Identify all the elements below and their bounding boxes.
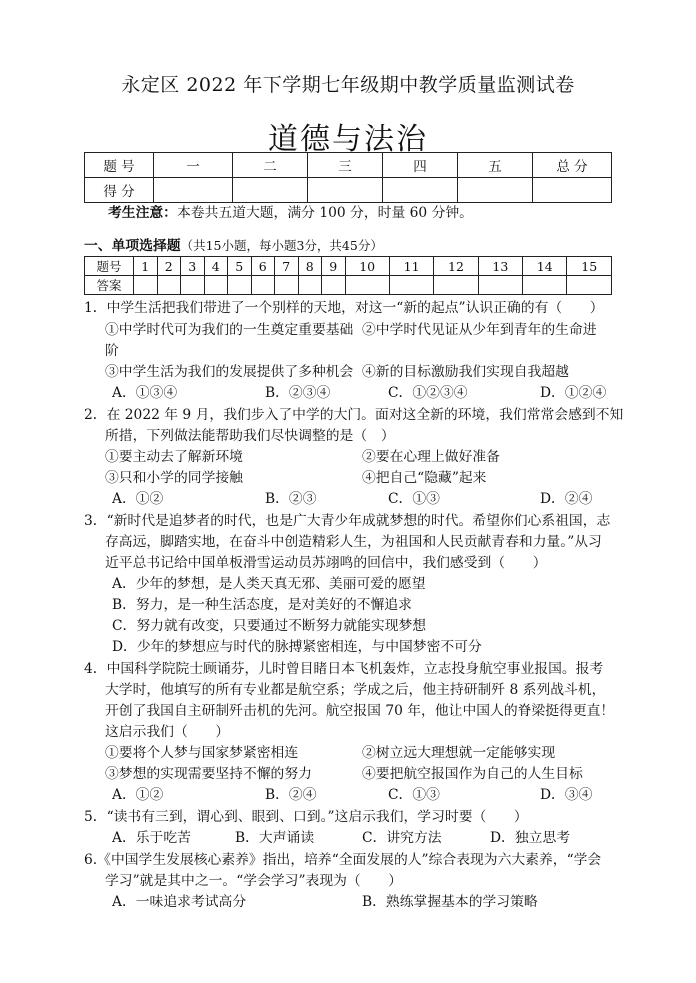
q4-statement-3: ③梦想的实现需要坚持不懈的努力 xyxy=(105,766,312,782)
q1-statement-4: ④新的目标激励我们实现自我超越 xyxy=(362,364,569,380)
answer-cell[interactable] xyxy=(567,276,612,295)
q1-statement-2: ②中学时代见证从少年到青年的生命进 xyxy=(362,322,597,338)
q3-option-a[interactable]: A．少年的梦想，是人类天真无邪、美丽可爱的愿望 xyxy=(112,576,426,592)
q3-option-b[interactable]: B．努力，是一种生活态度，是对美好的不懈追求 xyxy=(112,597,412,613)
q4-stem-line3: 开创了我国自主研制歼击机的先河。航空报国 70 年，他让中国人的脊梁挺得更直！ xyxy=(105,703,615,719)
q2-statement-3: ③只和小学的同学接触 xyxy=(105,470,243,486)
score-row-label: 得 分 xyxy=(85,178,154,203)
q2-stem-line1: 2．在 2022 年 9 月，我们步入了中学的大门。面对这全新的环境，我们常常会感到不知 xyxy=(84,407,624,423)
question-number-cell: 14 xyxy=(523,257,567,276)
score-header-cell: 三 xyxy=(308,153,383,178)
q1-statement-2-cont: 阶 xyxy=(105,343,119,359)
question-number-cell: 3 xyxy=(181,257,205,276)
q4-option-d[interactable]: D．③④ xyxy=(540,787,593,803)
score-header-cell: 一 xyxy=(154,153,233,178)
score-header-cell: 五 xyxy=(458,153,533,178)
question-number-cell: 12 xyxy=(434,257,478,276)
score-cell[interactable] xyxy=(154,178,233,203)
q1-option-c[interactable]: C．①②③④ xyxy=(388,385,468,401)
q6-stem-line1: 6.《中国学生发展核心素养》指出，培养“全面发展的人”综合表现为六大素养，“学会 xyxy=(84,852,602,868)
question-number-cell: 4 xyxy=(204,257,228,276)
score-cell[interactable] xyxy=(533,178,612,203)
q5-stem: 5．“读书有三到，谓心到、眼到、口到。”这启示我们，学习时要（ ） xyxy=(84,809,528,825)
score-table-header-row xyxy=(85,153,612,178)
q6-option-b[interactable]: B．熟练掌握基本的学习策略 xyxy=(362,894,538,910)
section1-heading xyxy=(84,236,383,256)
q3-option-d[interactable]: D．少年的梦想应与时代的脉搏紧密相连，与中国梦密不可分 xyxy=(112,639,482,655)
q3-option-c[interactable]: C．努力就有改变，只要通过不断努力就能实现梦想 xyxy=(112,618,427,634)
score-cell[interactable] xyxy=(233,178,308,203)
q1-option-a[interactable]: A．①③④ xyxy=(112,385,178,401)
answer-cell[interactable] xyxy=(434,276,478,295)
exam-title: 永定区 2022 年下学期七年级期中教学质量监测试卷 xyxy=(121,74,575,96)
answer-cell[interactable] xyxy=(134,276,158,295)
section1-title: 一、单项选择题 xyxy=(84,238,181,254)
q3-stem-line1: 3．“新时代是追梦者的时代，也是广大青少年成就梦想的时代。希望你们心系祖国，志 xyxy=(84,513,611,529)
score-header-cell: 四 xyxy=(383,153,458,178)
question-number-cell: 10 xyxy=(345,257,389,276)
answer-row-label: 答案 xyxy=(85,276,134,295)
question-number-cell: 13 xyxy=(478,257,522,276)
q5-option-d[interactable]: D．独立思考 xyxy=(490,830,571,846)
q1-statement-1: ①中学时代可为我们的一生奠定重要基础 xyxy=(105,322,354,338)
question-number-cell: 6 xyxy=(251,257,275,276)
q4-statement-2: ②树立远大理想就一定能够实现 xyxy=(362,745,556,761)
q2-option-b[interactable]: B．②③ xyxy=(265,491,317,507)
answer-cell[interactable] xyxy=(478,276,522,295)
answer-cell[interactable] xyxy=(389,276,433,295)
q2-statement-2: ②要在心理上做好准备 xyxy=(362,449,500,465)
question-number-cell: 7 xyxy=(275,257,299,276)
question-number-cell: 15 xyxy=(567,257,612,276)
q4-stem-line4: 这启示我们（ ） xyxy=(105,724,230,740)
answer-cell[interactable] xyxy=(181,276,205,295)
q1-option-d[interactable]: D．①②④ xyxy=(540,385,607,401)
score-header-cell: 总 分 xyxy=(533,153,612,178)
score-table xyxy=(84,152,612,203)
question-number-cell: 2 xyxy=(157,257,181,276)
answer-cell[interactable] xyxy=(157,276,181,295)
exam-notice xyxy=(108,203,473,223)
q4-option-b[interactable]: B．②④ xyxy=(265,787,317,803)
answer-cell[interactable] xyxy=(275,276,299,295)
question-number-cell: 8 xyxy=(298,257,322,276)
question-number-cell: 9 xyxy=(322,257,346,276)
q3-stem-line3: 近平总书记给中国单板滑雪运动员苏翊鸣的回信中，我们感受到（ ） xyxy=(105,555,547,571)
subject-title: 道德与法治 xyxy=(268,122,428,157)
q1-option-b[interactable]: B．②③④ xyxy=(265,385,331,401)
score-cell[interactable] xyxy=(308,178,383,203)
q2-option-c[interactable]: C．①③ xyxy=(388,491,440,507)
q1-stem: 1．中学生活把我们带进了一个别样的天地，对这一“新的起点”认识正确的有（ ） xyxy=(84,300,604,316)
score-header-cell: 二 xyxy=(233,153,308,178)
q6-stem-line2: 学习”就是其中之一。“学会学习”表现为（ ） xyxy=(105,873,403,889)
q2-stem-line2: 所措，下列做法能帮助我们尽快调整的是（ ） xyxy=(105,428,395,444)
q4-option-c[interactable]: C．①③ xyxy=(388,787,440,803)
q3-stem-line2: 存高远，脚踏实地，在奋斗中创造精彩人生，为祖国和人民贡献青春和力量。”从习 xyxy=(105,534,602,550)
section1-note: （共15小题，每小题3分，共45分） xyxy=(180,238,383,253)
question-number-cell: 1 xyxy=(134,257,158,276)
answer-cell[interactable] xyxy=(251,276,275,295)
q2-statement-4: ④把自己“隐藏”起来 xyxy=(362,470,487,486)
score-table-score-row xyxy=(85,178,612,203)
score-cell[interactable] xyxy=(383,178,458,203)
answer-cell[interactable] xyxy=(298,276,322,295)
q4-stem-line2: 大学时，他填写的所有专业都是航空系；学成之后，他主持研制歼 8 系列战斗机， xyxy=(105,682,606,698)
notice-label: 考生注意： xyxy=(108,205,177,221)
answer-number-row xyxy=(85,257,612,276)
q4-statement-1: ①要将个人梦与国家梦紧密相连 xyxy=(105,745,299,761)
q1-statement-3: ③中学生活为我们的发展提供了多种机会 xyxy=(105,364,354,380)
answer-cell[interactable] xyxy=(204,276,228,295)
question-number-cell: 5 xyxy=(228,257,252,276)
score-cell[interactable] xyxy=(458,178,533,203)
q4-statement-4: ④要把航空报国作为自己的人生目标 xyxy=(362,766,583,782)
answer-cell[interactable] xyxy=(523,276,567,295)
notice-text: 本卷共五道大题，满分 100 分，时量 60 分钟。 xyxy=(176,205,473,221)
answer-cell[interactable] xyxy=(322,276,346,295)
q5-option-a[interactable]: A．乐于吃苦 xyxy=(112,830,191,846)
q5-option-c[interactable]: C．讲究方法 xyxy=(362,830,442,846)
answer-row-label: 题号 xyxy=(85,257,134,276)
question-number-cell: 11 xyxy=(389,257,433,276)
q2-option-d[interactable]: D．②④ xyxy=(540,491,593,507)
q2-option-a[interactable]: A．①② xyxy=(112,491,164,507)
answer-table xyxy=(84,256,612,295)
q5-option-b[interactable]: B．大声诵读 xyxy=(235,830,315,846)
answer-cell[interactable] xyxy=(345,276,389,295)
q6-option-a[interactable]: A．一味追求考试高分 xyxy=(112,894,247,910)
answer-cell[interactable] xyxy=(228,276,252,295)
score-header-cell: 题 号 xyxy=(85,153,154,178)
answer-fill-row xyxy=(85,276,612,295)
q4-stem-line1: 4．中国科学院院士顾诵芬，儿时曾目睹日本飞机轰炸，立志投身航空事业报国。报考 xyxy=(84,661,604,677)
q2-statement-1: ①要主动去了解新环境 xyxy=(105,449,243,465)
q4-option-a[interactable]: A．①② xyxy=(112,787,164,803)
